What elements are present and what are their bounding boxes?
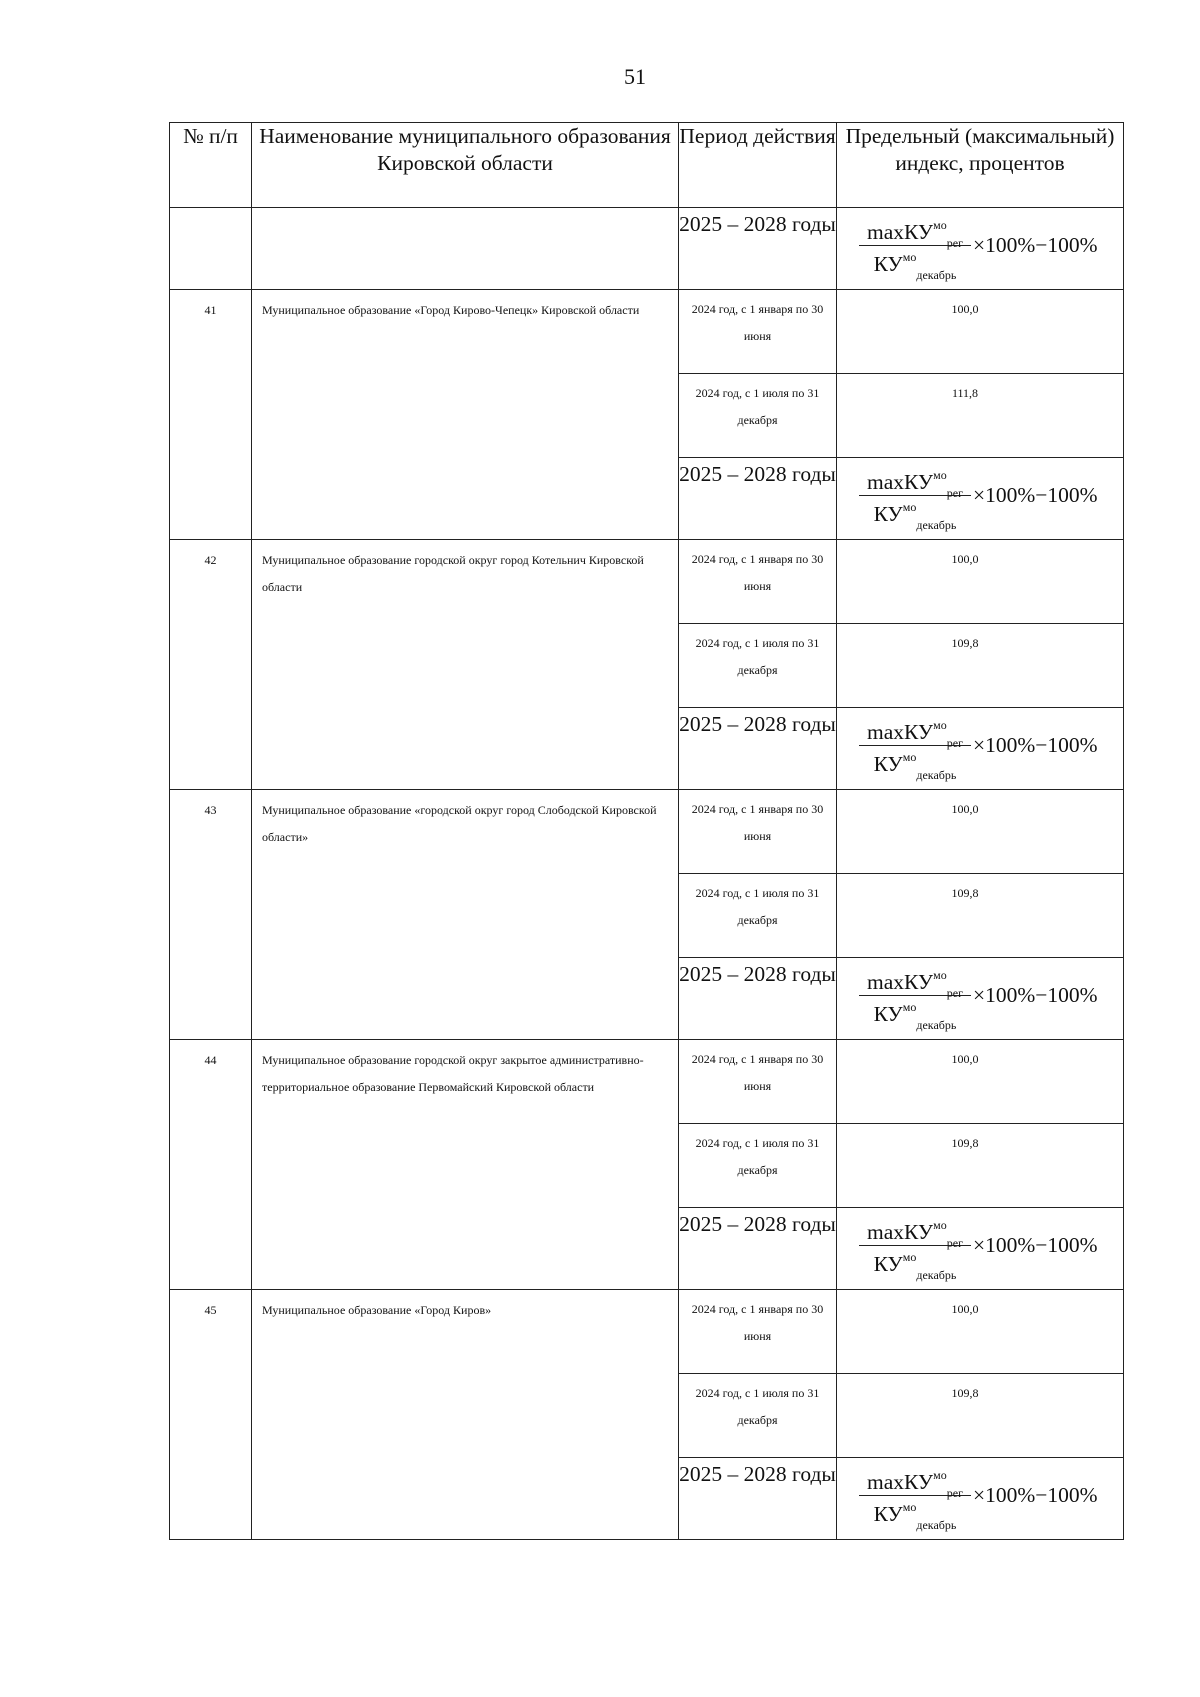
- formula-fraction: [859, 464, 971, 533]
- formula-rest: ×100%−100%: [973, 233, 1098, 257]
- formula-numerator-text: maxКУ: [867, 1220, 934, 1245]
- formula-cell: [837, 458, 1124, 540]
- formula-denominator-text: КУ: [873, 1252, 903, 1277]
- index-value: 100,0: [837, 293, 1124, 377]
- index-value: 111,8: [837, 377, 1124, 461]
- formula-denominator-sup: мо: [902, 250, 917, 264]
- municipality-name: Муниципальное образование городской округ город Котельнич Кировской области: [252, 543, 679, 793]
- municipality-name: Муниципальное образование городской округ закрытое административно-территориальное образование Первомайский Кировской области: [252, 1043, 679, 1293]
- row-number: 41: [170, 293, 252, 543]
- formula-denominator-sub: декабрь: [916, 268, 957, 283]
- index-value: 109,8: [837, 877, 1124, 961]
- formula-rest: ×100%−100%: [973, 483, 1098, 507]
- period-cell: 2025 – 2028 годы: [679, 958, 837, 1040]
- period-cell: 2025 – 2028 годы: [679, 708, 837, 790]
- formula-denominator-sup: мо: [902, 1250, 917, 1264]
- formula-fraction: [859, 214, 971, 283]
- header-num: № п/п: [170, 123, 252, 208]
- formula-rest: ×100%−100%: [973, 733, 1098, 757]
- row-number: 42: [170, 543, 252, 793]
- formula-numerator-sub: рег: [946, 736, 963, 751]
- period-cell: 2024 год, с 1 января по 30 июня: [679, 293, 837, 377]
- period-cell: 2025 – 2028 годы: [679, 458, 837, 540]
- formula-denominator: [859, 1246, 971, 1283]
- formula-denominator-sup: мо: [902, 1000, 917, 1014]
- index-value: 100,0: [837, 793, 1124, 877]
- formula-numerator-sub: рег: [946, 486, 963, 501]
- index-value: 100,0: [837, 543, 1124, 627]
- formula-numerator-sup: мо: [933, 968, 947, 982]
- period-cell: 2024 год, с 1 января по 30 июня: [679, 543, 837, 627]
- formula-denominator-text: КУ: [873, 252, 903, 277]
- formula-denominator-sub: декабрь: [916, 1518, 957, 1533]
- formula-fraction: [859, 1464, 971, 1533]
- formula-denominator-sup: мо: [902, 1500, 917, 1514]
- formula-numerator-text: maxКУ: [867, 970, 934, 995]
- municipality-name: Муниципальное образование «городской округ город Слободской Кировской области»: [252, 793, 679, 1043]
- formula-numerator: [859, 214, 971, 251]
- page-number: 51: [624, 64, 646, 89]
- formula-denominator-sup: мо: [902, 500, 917, 514]
- table-row: [170, 1293, 1124, 1377]
- formula-denominator-sub: декабрь: [916, 1018, 957, 1033]
- period-cell: 2024 год, с 1 июля по 31 декабря: [679, 877, 837, 961]
- period-cell: 2024 год, с 1 июля по 31 декабря: [679, 1377, 837, 1461]
- formula-cell: [837, 208, 1124, 290]
- formula-numerator-text: maxКУ: [867, 720, 934, 745]
- formula-numerator-text: maxКУ: [867, 470, 934, 495]
- formula-numerator-text: maxКУ: [867, 1470, 934, 1495]
- formula-denominator-text: КУ: [873, 1502, 903, 1527]
- index-value: 109,8: [837, 627, 1124, 711]
- formula-numerator-sup: мо: [933, 1468, 947, 1482]
- row-number: 44: [170, 1043, 252, 1293]
- formula-rest: ×100%−100%: [973, 983, 1098, 1007]
- formula-fraction: [859, 964, 971, 1033]
- formula-denominator: [859, 496, 971, 533]
- period-cell: 2025 – 2028 годы: [679, 1458, 837, 1540]
- period-cell: 2024 год, с 1 января по 30 июня: [679, 1293, 837, 1377]
- formula-fraction: [859, 1214, 971, 1283]
- formula-denominator-text: КУ: [873, 502, 903, 527]
- formula-denominator-text: КУ: [873, 1002, 903, 1027]
- header-index: Предельный (максимальный) индекс, процентов: [837, 123, 1124, 208]
- formula-numerator-sup: мо: [933, 218, 947, 232]
- formula-numerator-text: maxКУ: [867, 220, 934, 245]
- formula-numerator-sub: рег: [946, 236, 963, 251]
- period-cell: 2025 – 2028 годы: [679, 1208, 837, 1290]
- formula-denominator: [859, 746, 971, 783]
- index-value: 100,0: [837, 1043, 1124, 1127]
- formula-numerator: [859, 714, 971, 751]
- period-cell: 2024 год, с 1 июля по 31 декабря: [679, 377, 837, 461]
- formula-numerator-sub: рег: [946, 1486, 963, 1501]
- formula-numerator: [859, 1464, 971, 1501]
- table-row: [170, 1043, 1124, 1127]
- formula-rest: ×100%−100%: [973, 1233, 1098, 1257]
- formula-rest: ×100%−100%: [973, 1483, 1098, 1507]
- header-name: Наименование муниципального образования Кировской области: [252, 123, 679, 208]
- formula-cell: [837, 1208, 1124, 1290]
- municipality-name: Муниципальное образование «Город Кирово-Чепецк» Кировской области: [252, 293, 679, 543]
- index-value: 109,8: [837, 1127, 1124, 1211]
- municipality-name: Муниципальное образование «Город Киров»: [252, 1293, 679, 1543]
- formula-cell: [837, 708, 1124, 790]
- formula-numerator-sup: мо: [933, 468, 947, 482]
- row-number: 45: [170, 1293, 252, 1543]
- period-cell: 2024 год, с 1 июля по 31 декабря: [679, 1127, 837, 1211]
- formula-denominator-sup: мо: [902, 750, 917, 764]
- formula-denominator: [859, 246, 971, 283]
- formula-denominator-sub: декабрь: [916, 768, 957, 783]
- table-row: [170, 293, 1124, 377]
- formula-fraction: [859, 714, 971, 783]
- formula-numerator: [859, 964, 971, 1001]
- formula-numerator-sub: рег: [946, 986, 963, 1001]
- header-period: Период действия: [679, 123, 837, 208]
- formula-numerator-sup: мо: [933, 1218, 947, 1232]
- formula-numerator: [859, 1214, 971, 1251]
- formula-denominator-sub: декабрь: [916, 1268, 957, 1283]
- continuation-name: [252, 208, 679, 290]
- continuation-row: [170, 208, 1124, 290]
- formula-denominator: [859, 1496, 971, 1533]
- formula-numerator: [859, 464, 971, 501]
- period-cell: 2024 год, с 1 июля по 31 декабря: [679, 627, 837, 711]
- table-row: [170, 793, 1124, 877]
- period-cell: 2024 год, с 1 января по 30 июня: [679, 793, 837, 877]
- period-cell: 2024 год, с 1 января по 30 июня: [679, 1043, 837, 1127]
- row-number: 43: [170, 793, 252, 1043]
- continuation-num: [170, 208, 252, 290]
- formula-numerator-sub: рег: [946, 1236, 963, 1251]
- formula-denominator-sub: декабрь: [916, 518, 957, 533]
- formula-numerator-sup: мо: [933, 718, 947, 732]
- formula-denominator-text: КУ: [873, 752, 903, 777]
- formula-denominator: [859, 996, 971, 1033]
- formula-cell: [837, 958, 1124, 1040]
- period-cell: 2025 – 2028 годы: [679, 208, 837, 290]
- table-header-row: [170, 123, 1124, 208]
- index-table: [169, 122, 1124, 1540]
- index-value: 109,8: [837, 1377, 1124, 1461]
- table-row: [170, 543, 1124, 627]
- index-value: 100,0: [837, 1293, 1124, 1377]
- formula-cell: [837, 1458, 1124, 1540]
